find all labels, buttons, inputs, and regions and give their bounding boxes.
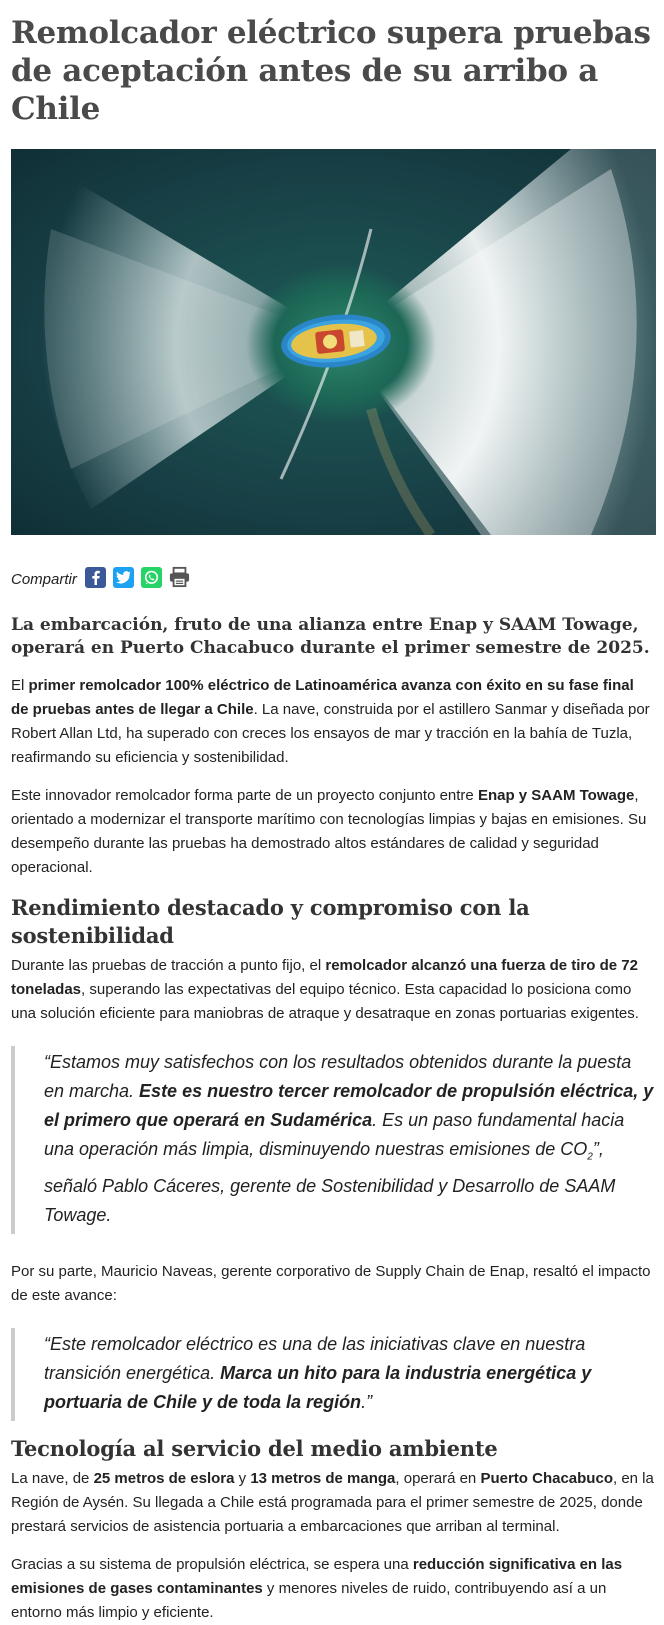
- paragraph-5: La nave, de 25 metros de eslora y 13 metros de manga, operará en Puerto Chacabuco, en la Región de Aysén. Su llegada a Chile está programada para el primer semestre de 2025, donde prestará servicios de asistencia portuaria a embarcaciones que arriban al terminal.: [11, 1469, 654, 1535]
- article-lead: La embarcación, fruto de una alianza entre Enap y SAAM Towage, operará en Puerto Chacabuco durante el primer semestre de 2025.: [11, 615, 650, 658]
- whatsapp-icon[interactable]: [141, 567, 162, 588]
- print-icon[interactable]: [169, 567, 190, 588]
- twitter-icon[interactable]: [113, 567, 134, 588]
- paragraph-2: Este innovador remolcador forma parte de un proyecto conjunto entre Enap y SAAM Towage, orientado a modernizar el transporte marítimo con tecnologías limpias y bajas en emisiones. Su desempeño durante las pruebas ha demostrado altos estándares de calidad y seguridad operacional.: [11, 787, 647, 876]
- paragraph-4: Por su parte, Mauricio Naveas, gerente corporativo de Supply Chain de Enap, resaltó el impacto de este avance:: [11, 1262, 651, 1304]
- section-heading-performance: Rendimiento destacado y compromiso con la sostenibilidad: [11, 895, 530, 948]
- quote-enap: “Este remolcador eléctrico es una de las iniciativas clave en nuestra transición energética. Marca un hito para la industria energética y portuaria de Chile y de toda la región.”: [11, 1328, 654, 1421]
- hero-image-tugboat: [11, 149, 656, 535]
- paragraph-6: Gracias a su sistema de propulsión eléctrica, se espera una reducción significativa en las emisiones de gases contaminantes y menores niveles de ruido, contribuyendo así a un entorno más limpio y eficiente.: [11, 1555, 623, 1621]
- quote-saam: “Estamos muy satisfechos con los resultados obtenidos durante la puesta en marcha. Este es nuestro tercer remolcador de propulsión eléctrica, y el primero que operará en Sudamérica. Es un paso fundamental hacia una operación más limpia, disminuyendo nuestras emisiones de $CO_2$”, señaló Pablo Cáceres, gerente de Sostenibilidad y Desarrollo de SAAM Towage.: [11, 1046, 654, 1234]
- share-label: Compartir: [11, 570, 77, 588]
- section-heading-technology: Tecnología al servicio del medio ambiente: [11, 1435, 498, 1461]
- article-title: Remolcador eléctrico supera pruebas de aceptación antes de su arribo a Chile: [11, 15, 651, 127]
- share-bar: [11, 565, 654, 589]
- paragraph-1: El primer remolcador 100% eléctrico de Latinoamérica avanza con éxito en su fase final de pruebas antes de llegar a Chile. La nave, construida por el astillero Sanmar y diseñada por Robert Allan Ltd, ha superado con creces los ensayos de mar y tracción en la bahía de Tuzla, reafirmando su eficiencia y sostenibilidad.: [11, 677, 650, 766]
- facebook-icon[interactable]: [85, 567, 106, 588]
- paragraph-3: Durante las pruebas de tracción a punto fijo, el remolcador alcanzó una fuerza de tiro de 72 toneladas, superando las expectativas del equipo técnico. Esta capacidad lo posiciona como una solución eficiente para maniobras de atraque y desatraque en zonas portuarias exigentes.: [11, 957, 639, 1022]
